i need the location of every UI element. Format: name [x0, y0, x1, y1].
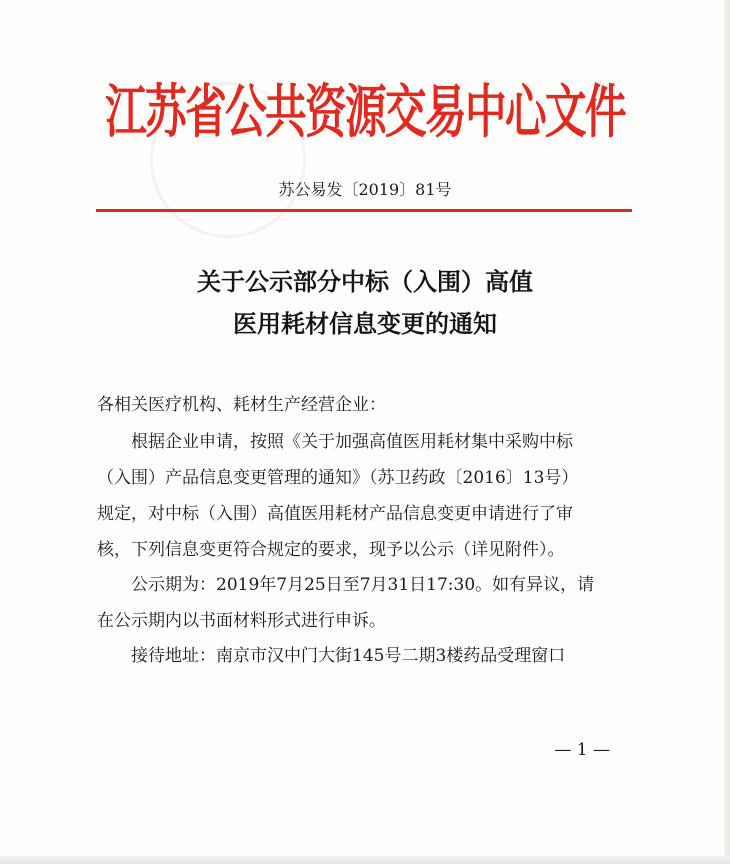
red-divider-line: [96, 209, 632, 212]
org-header-title: 江苏省公共资源交易中心文件: [105, 78, 625, 146]
document-number: 苏公易发〔2019〕81号: [278, 180, 452, 199]
page-bottom-edge: [0, 856, 730, 864]
body-line-2: 根据企业申请，按照《关于加强高值医用耗材集中采购中标: [131, 432, 573, 452]
body-line-4: 规定，对中标（入围）高值医用耗材产品信息变更申请进行了审: [97, 504, 573, 524]
body-line-5: 核，下列信息变更符合规定的要求，现予以公示（详见附件）。: [97, 540, 565, 560]
body-line-7: 在公示期内以书面材料形式进行申诉。: [97, 611, 386, 631]
notice-title-line-1: 关于公示部分中标（入围）高值: [197, 268, 533, 296]
body-line-8: 接待地址：南京市汉中门大街145号二期3楼药品受理窗口: [131, 646, 566, 666]
notice-title-line-2: 医用耗材信息变更的通知: [233, 310, 497, 338]
body-line-6: 公示期为：2019年7月25日至7月31日17:30。如有异议，请: [131, 575, 595, 595]
body-line-salutation: 各相关医疗机构、耗材生产经营企业：: [97, 395, 386, 415]
page-number: — 1 —: [554, 740, 610, 760]
body-line-3: （入围）产品信息变更管理的通知》（苏卫药政〔2016〕13号）: [97, 468, 579, 488]
